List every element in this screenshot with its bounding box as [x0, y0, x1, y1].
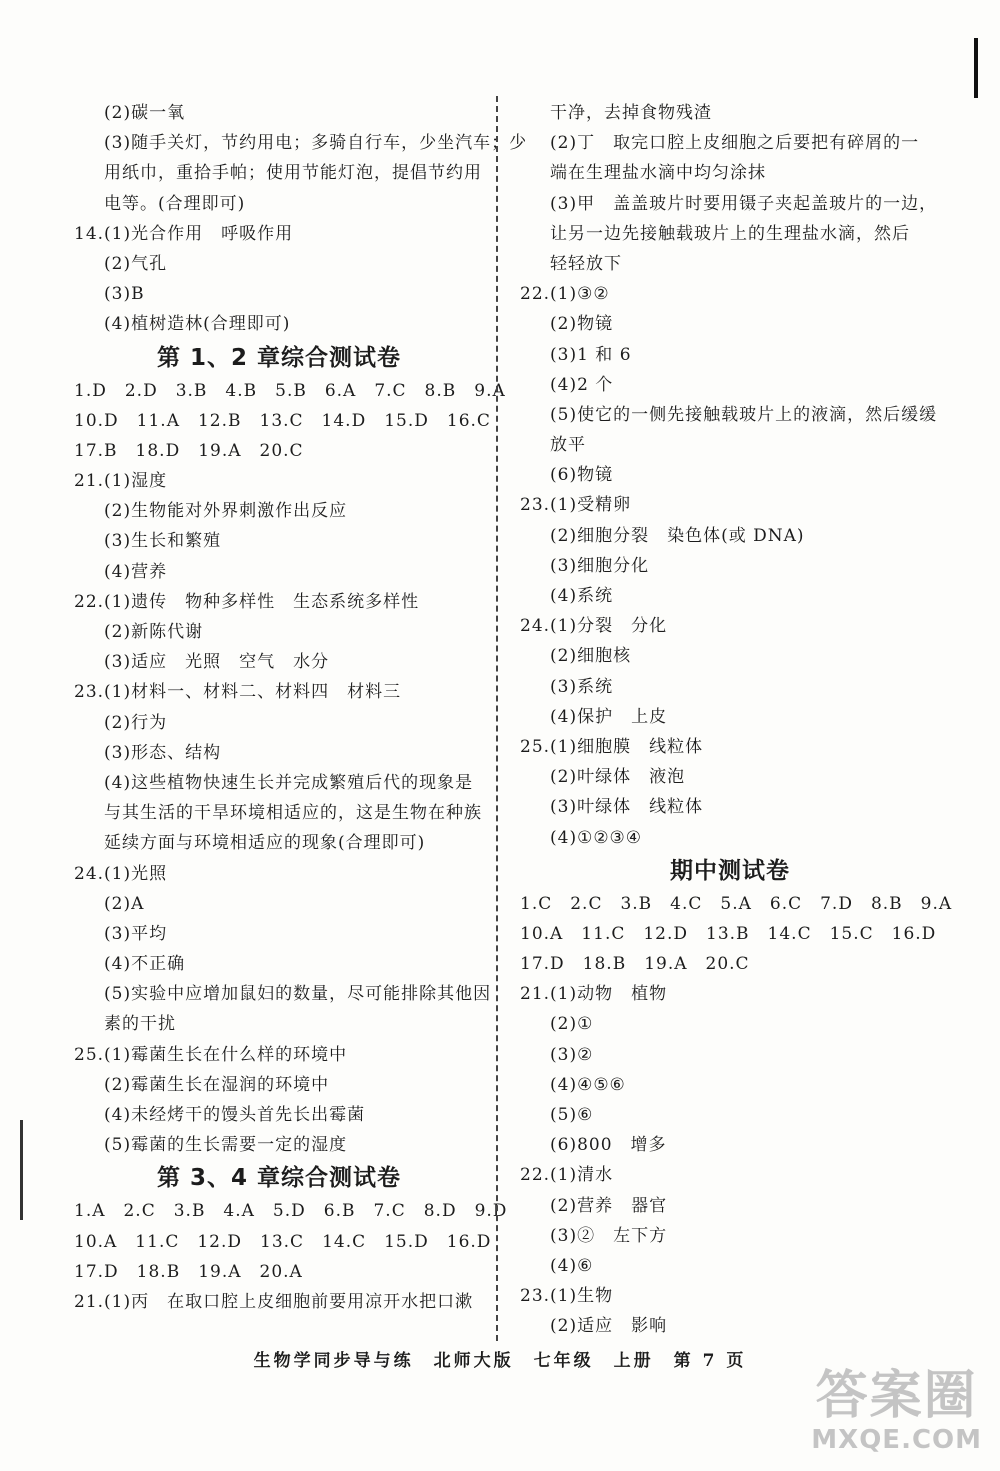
answer-line: 17.D 18.B 19.A 20.C — [520, 954, 750, 975]
section-heading: 第 1、2 章综合测试卷 — [156, 344, 402, 371]
answer-line: 21.(1)动物 植物 — [520, 984, 668, 1005]
answer-line: (3)系统 — [550, 676, 614, 697]
answer-line: (4)植树造林(合理即可) — [104, 314, 291, 335]
answer-line: 21.(1)丙 在取口腔上皮细胞前要用凉开水把口漱 — [74, 1291, 474, 1312]
answer-line: 23.(1)材料一、材料二、材料四 材料三 — [74, 682, 402, 703]
answer-line: (3)1 和 6 — [550, 344, 632, 365]
answer-line: (2)霉菌生长在湿润的环境中 — [104, 1074, 330, 1095]
answer-line: (2)① — [550, 1014, 594, 1035]
answer-line: 干净，去掉食物残渣 — [550, 103, 712, 123]
answer-line: (4)系统 — [550, 586, 614, 606]
answer-line: (3)② 左下方 — [550, 1225, 668, 1246]
answer-line: (3)② — [550, 1044, 594, 1065]
answer-line: (4)未经烤干的馒头首先长出霉菌 — [104, 1105, 366, 1125]
answer-line: 21.(1)湿度 — [74, 471, 168, 492]
answer-line: (4)2 个 — [550, 374, 614, 395]
answer-line: (2)新陈代谢 — [104, 622, 204, 642]
page-footer: 生物学同步导与练 北师大版 七年级 上册 第 7 页 — [253, 1351, 747, 1371]
answer-line: (3)甲 盖盖玻片时要用镊子夹起盖玻片的一边， — [550, 193, 938, 214]
answer-line: (3)平均 — [104, 923, 168, 944]
watermark — [811, 1367, 982, 1455]
answer-line: (4)这些植物快速生长并完成繁殖后代的现象是 — [104, 772, 474, 793]
answer-line: (4)①②③④ — [550, 827, 643, 848]
answer-line: (2)气孔 — [104, 253, 168, 274]
answer-line: (2)行为 — [104, 712, 168, 733]
answer-line: 25.(1)细胞膜 线粒体 — [520, 736, 704, 757]
section-heading: 期中测试卷 — [670, 857, 790, 884]
answer-line: (3)B — [104, 284, 145, 305]
left-column — [74, 98, 528, 1317]
answer-line: 素的干扰 — [104, 1014, 176, 1035]
answer-line: 10.A 11.C 12.D 13.C 14.C 15.D 16.D — [74, 1231, 492, 1252]
answer-line: (4)④⑤⑥ — [550, 1074, 626, 1095]
answer-line: 22.(1)遗传 物种多样性 生态系统多样性 — [74, 591, 420, 612]
answer-line: (6)物镜 — [550, 465, 614, 486]
answer-line: (3)生长和繁殖 — [104, 531, 222, 552]
column-divider — [496, 96, 498, 1341]
answer-line: (2)细胞核 — [550, 646, 632, 667]
binding-mark — [974, 38, 978, 98]
answer-line: 电等。(合理即可) — [104, 193, 246, 214]
answer-line: (5)霉菌的生长需要一定的湿度 — [104, 1135, 348, 1156]
answer-line: (3)随手关灯，节约用电；多骑自行车，少坐汽车；少 — [104, 133, 528, 154]
answer-line: 1.C 2.C 3.B 4.C 5.A 6.C 7.D 8.B 9.A — [520, 893, 953, 914]
answer-line: (2)A — [104, 893, 145, 914]
watermark-url: MXQE.COM — [811, 1425, 982, 1455]
answer-line: (3)形态、结构 — [104, 742, 222, 763]
answer-line: (3)适应 光照 空气 水分 — [104, 652, 330, 673]
answer-line: (3)细胞分化 — [550, 555, 650, 576]
answer-line: (2)适应 影响 — [550, 1316, 668, 1337]
answer-line: 10.A 11.C 12.D 13.B 14.C 15.C 16.D — [520, 923, 937, 944]
answer-line: (4)营养 — [104, 561, 168, 582]
answer-line: 23.(1)生物 — [520, 1286, 614, 1307]
answer-line: 22.(1)③② — [520, 284, 610, 305]
answer-line: 延续方面与环境相适应的现象(合理即可) — [104, 833, 426, 854]
answer-line: (4)保护 上皮 — [550, 706, 668, 727]
answer-line: 用纸巾，重拾手帕；使用节能灯泡，提倡节约用 — [104, 163, 482, 184]
answer-line: (2)叶绿体 液泡 — [550, 767, 686, 788]
answer-line: (3)叶绿体 线粒体 — [550, 797, 704, 818]
answer-line: (2)丁 取完口腔上皮细胞之后要把有碎屑的一 — [550, 133, 920, 154]
right-column — [520, 98, 953, 1342]
scan-edge-mark — [20, 1120, 23, 1220]
answer-line: 1.A 2.C 3.B 4.A 5.D 6.B 7.C 8.D 9.D — [74, 1201, 508, 1222]
answer-line: (6)800 增多 — [550, 1135, 667, 1156]
answer-line: 让另一边先接触载玻片上的生理盐水滴，然后 — [550, 223, 910, 244]
answer-line: 24.(1)光照 — [74, 863, 168, 884]
answer-line: 放平 — [550, 435, 586, 456]
answer-line: 17.D 18.B 19.A 20.A — [74, 1261, 303, 1282]
answer-line: (2)细胞分裂 染色体(或 DNA) — [550, 525, 805, 546]
answer-line: 与其生活的干旱环境相适应的，这是生物在种族 — [104, 803, 482, 824]
answer-line: 22.(1)清水 — [520, 1165, 614, 1186]
answer-line: (5)实验中应增加鼠妇的数量，尽可能排除其他因 — [104, 984, 492, 1005]
answer-line: 25.(1)霉菌生长在什么样的环境中 — [74, 1044, 348, 1065]
answer-line: (5)使它的一侧先接触载玻片上的液滴，然后缓缓 — [550, 404, 938, 425]
answer-line: (2)碳一氧 — [104, 103, 186, 123]
answer-line: 10.D 11.A 12.B 13.C 14.D 15.D 16.C — [74, 410, 491, 431]
answer-line: (5)⑥ — [550, 1105, 594, 1125]
watermark-logo: 答案圈 — [815, 1366, 978, 1426]
answer-line: 14.(1)光合作用 呼吸作用 — [74, 223, 294, 244]
answer-line: 23.(1)受精卵 — [520, 495, 632, 516]
section-heading: 第 3、4 章综合测试卷 — [156, 1165, 402, 1192]
answer-line: (2)营养 器官 — [550, 1195, 668, 1216]
answer-line: 1.D 2.D 3.B 4.B 5.B 6.A 7.C 8.B 9.A — [74, 380, 506, 401]
answer-line: (4)不正确 — [104, 954, 186, 975]
answer-line: (2)物镜 — [550, 314, 614, 335]
answer-line: 端在生理盐水滴中均匀涂抹 — [550, 163, 766, 184]
answer-line: (4)⑥ — [550, 1255, 594, 1276]
answer-line: 轻轻放下 — [550, 253, 622, 274]
answer-line: 24.(1)分裂 分化 — [520, 616, 668, 637]
answer-line: (2)生物能对外界刺激作出反应 — [104, 501, 348, 522]
answer-line: 17.B 18.D 19.A 20.C — [74, 440, 304, 461]
